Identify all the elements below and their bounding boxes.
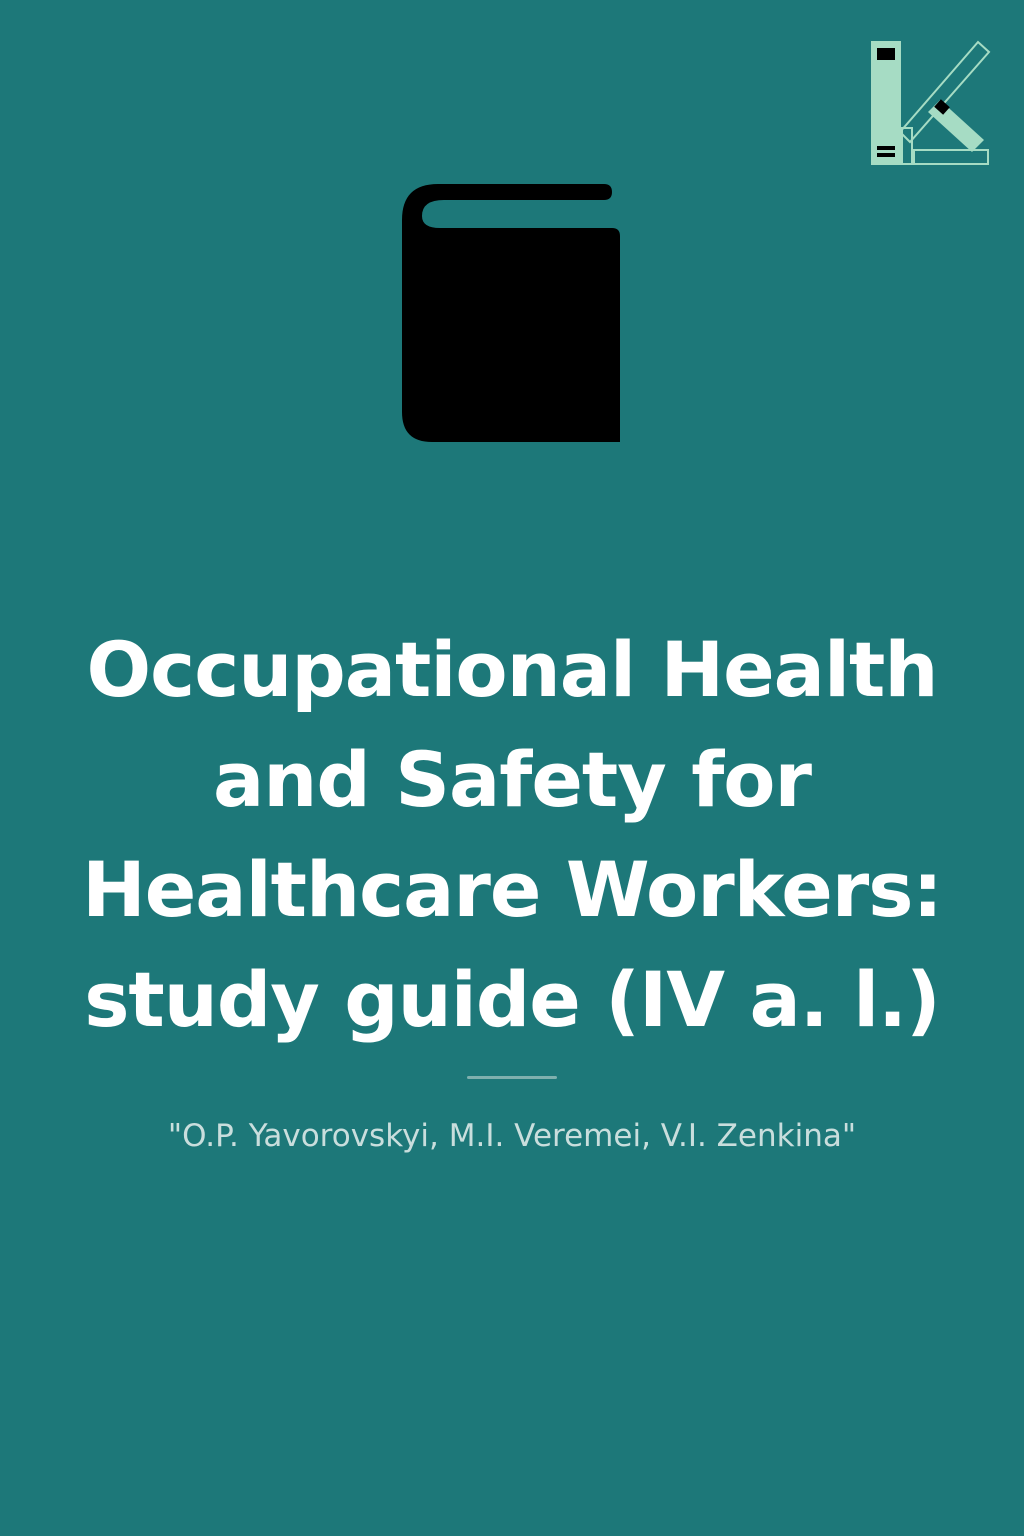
k-books-logo-icon [868, 36, 992, 170]
book-authors: "O.P. Yavorovskyi, M.I. Veremei, V.I. Zenkina" [167, 1118, 857, 1154]
book-icon [398, 180, 626, 446]
book-title: Occupational Health and Safety for Healthcare Workers: study guide (IV a. l.) [82, 625, 942, 1044]
title-divider [467, 1076, 557, 1079]
